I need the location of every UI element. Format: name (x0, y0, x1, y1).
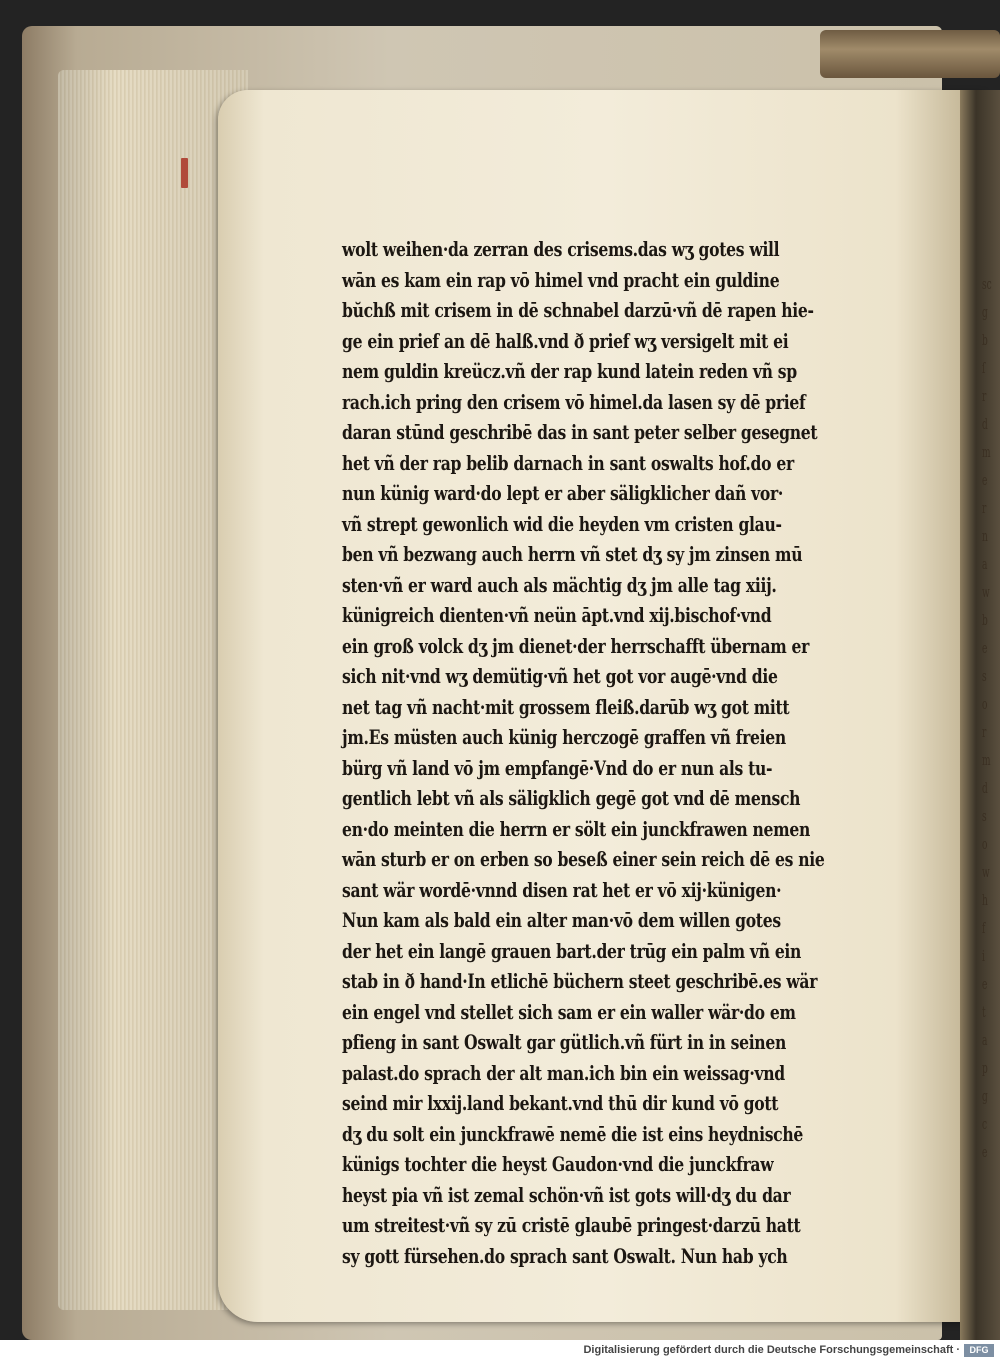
text-line: en·do meinten die herrn er sölt ein junckfrawen nemen (342, 816, 810, 841)
facing-page-fragment: g (982, 1087, 988, 1105)
facing-page-fragment: m (982, 751, 991, 769)
text-line: wān es kam ein rap vō himel vnd pracht ein guldine (342, 267, 780, 292)
facing-page-fragment: r (982, 499, 987, 517)
text-line: ein engel vnd stellet sich sam er ein waller wär·do em (342, 999, 796, 1024)
facing-page-fragment: w (982, 863, 990, 881)
facing-page-fragment: t (982, 1003, 986, 1021)
facing-page-fragment: c (982, 1115, 988, 1133)
text-line: ben vñ bezwang auch herrn vñ stet dʒ sy jm zinsen mū (342, 542, 803, 566)
facing-page-fragment: r (982, 387, 987, 405)
facing-page-fragment: s (982, 667, 987, 685)
text-line: net tag vñ nacht·mit grossem fleiß.darūb wʒ got mitt (342, 694, 790, 719)
text-line: künigreich dienten·vñ neün āpt.vnd xij.bischof·vnd (342, 603, 772, 627)
facing-page-fragment: p (982, 1059, 988, 1077)
facing-page-fragments (982, 270, 1000, 1170)
text-line: um streitest·vñ sy zū cristē glaubē pringest·darzū hatt (342, 1213, 801, 1237)
blackletter-text-block (342, 234, 932, 1268)
facing-page-fragment: b (982, 331, 988, 349)
text-line: nun künig ward·do lept er aber säligklicher dañ vor· (342, 481, 784, 505)
facing-page-fragment: d (982, 779, 988, 797)
facing-page-fragment: d (982, 415, 988, 433)
facing-page-fragment: ſ (982, 359, 986, 377)
facing-page-fragment: sc (982, 275, 992, 293)
text-line: sant wär wordē·vnnd disen rat het er vō xij·künigen· (342, 877, 782, 902)
facing-page-fragment: g (982, 303, 988, 321)
text-line: künigs tochter die heyst Gaudon·vnd die junckfraw (342, 1152, 774, 1176)
text-line: het vñ der rap belib darnach in sant oswalts hof.do er (342, 450, 794, 475)
facing-page-fragment: e (982, 639, 988, 657)
facing-page-fragment: h (982, 891, 988, 909)
text-line: palast.do sprach der alt man.ich bin ein weissag·vnd (342, 1060, 785, 1085)
facing-page-fragment: e (982, 471, 988, 489)
text-line: stab in ð hand·In etlichē büchern steet geschribē.es wär (342, 969, 818, 993)
facing-page-fragment: b (982, 611, 988, 629)
text-line: sy gott fürsehen.do sprach sant Oswalt. Nun hab ych (342, 1243, 788, 1268)
text-line: rach.ich pring den crisem vō himel.da lasen sy dē prief (342, 389, 806, 414)
facing-page-fragment: w (982, 583, 990, 601)
facing-page-fragment: m (982, 443, 991, 461)
text-line: ge ein prief an dē halß.vnd ð prief wʒ versigelt mit ei (342, 328, 789, 353)
credit-text: Digitalisierung gefördert durch die Deutsche Forschungsgemeinschaft · (583, 1344, 960, 1356)
text-line: heyst pia vñ ist zemal schön·vñ ist gots will·dʒ du dar (342, 1182, 791, 1207)
facing-page-fragment: f (982, 919, 986, 937)
text-line: gentlich lebt vñ als säligklich gegē got vnd dē mensch (342, 786, 801, 810)
text-line: ein groß volck dʒ jm dienet·der herrschafft übernam er (342, 633, 810, 658)
text-line: bŭchß mit crisem in dē schnabel darzū·vñ dē rapen hie‑ (342, 298, 814, 322)
facing-page-fragment: s (982, 807, 987, 825)
text-line: jm.Es müsten auch künig herczogē graffen vñ freien (342, 725, 786, 749)
facing-page-fragment: o (982, 835, 988, 853)
facing-page-fragment: r (982, 723, 987, 741)
text-line: wān sturb er on erben so beseß einer sein reich dē es nie (342, 847, 825, 871)
facing-page-fragment: a (982, 555, 988, 573)
facing-page-fragment: i (982, 947, 985, 965)
facing-page-fragment: e (982, 1143, 988, 1161)
dfg-logo: DFG (964, 1344, 994, 1357)
credit-bar (0, 1340, 1000, 1362)
text-line: dʒ du solt ein junckfrawē nemē die ist eins heydnischē (342, 1121, 804, 1146)
text-line: bürg vñ land vō jm empfangē·Vnd do er nun als tu‑ (342, 755, 773, 780)
text-line: sten·vñ er ward auch als mächtig dʒ jm alle tag xiij. (342, 572, 777, 597)
text-line: nem guldin kreücz.vñ der rap kund latein reden vñ sp (342, 359, 797, 383)
text-line: daran stūnd geschribē das in sant peter selber gesegnet (342, 420, 818, 444)
facing-page-fragment: o (982, 695, 988, 713)
text-line: pfieng in sant Oswalt gar gütlich.vñ fürt in in seinen (342, 1030, 786, 1054)
text-line: sich nit·vnd wʒ demütig·vñ het got vor augē·vnd die (342, 664, 778, 688)
facing-page-fragment: n (982, 527, 988, 545)
spine-headband (820, 30, 1000, 78)
facing-page-fragment: a (982, 1031, 988, 1049)
text-line: der het ein langē grauen bart.der trūg ein palm vñ ein (342, 938, 802, 963)
text-line: seind mir lxxij.land bekant.vnd thū dir kund vō gott (342, 1091, 779, 1115)
red-bookmark-tab (181, 158, 188, 188)
text-line: wolt weihen·da zerran des crisems.das wʒ gotes will (342, 237, 780, 261)
text-line: Nun kam als bald ein alter man·vō dem willen gotes (342, 908, 781, 932)
text-line: vñ strept gewonlich wid die heyden vm cristen glau‑ (342, 511, 782, 536)
facing-page-fragment: e (982, 975, 988, 993)
